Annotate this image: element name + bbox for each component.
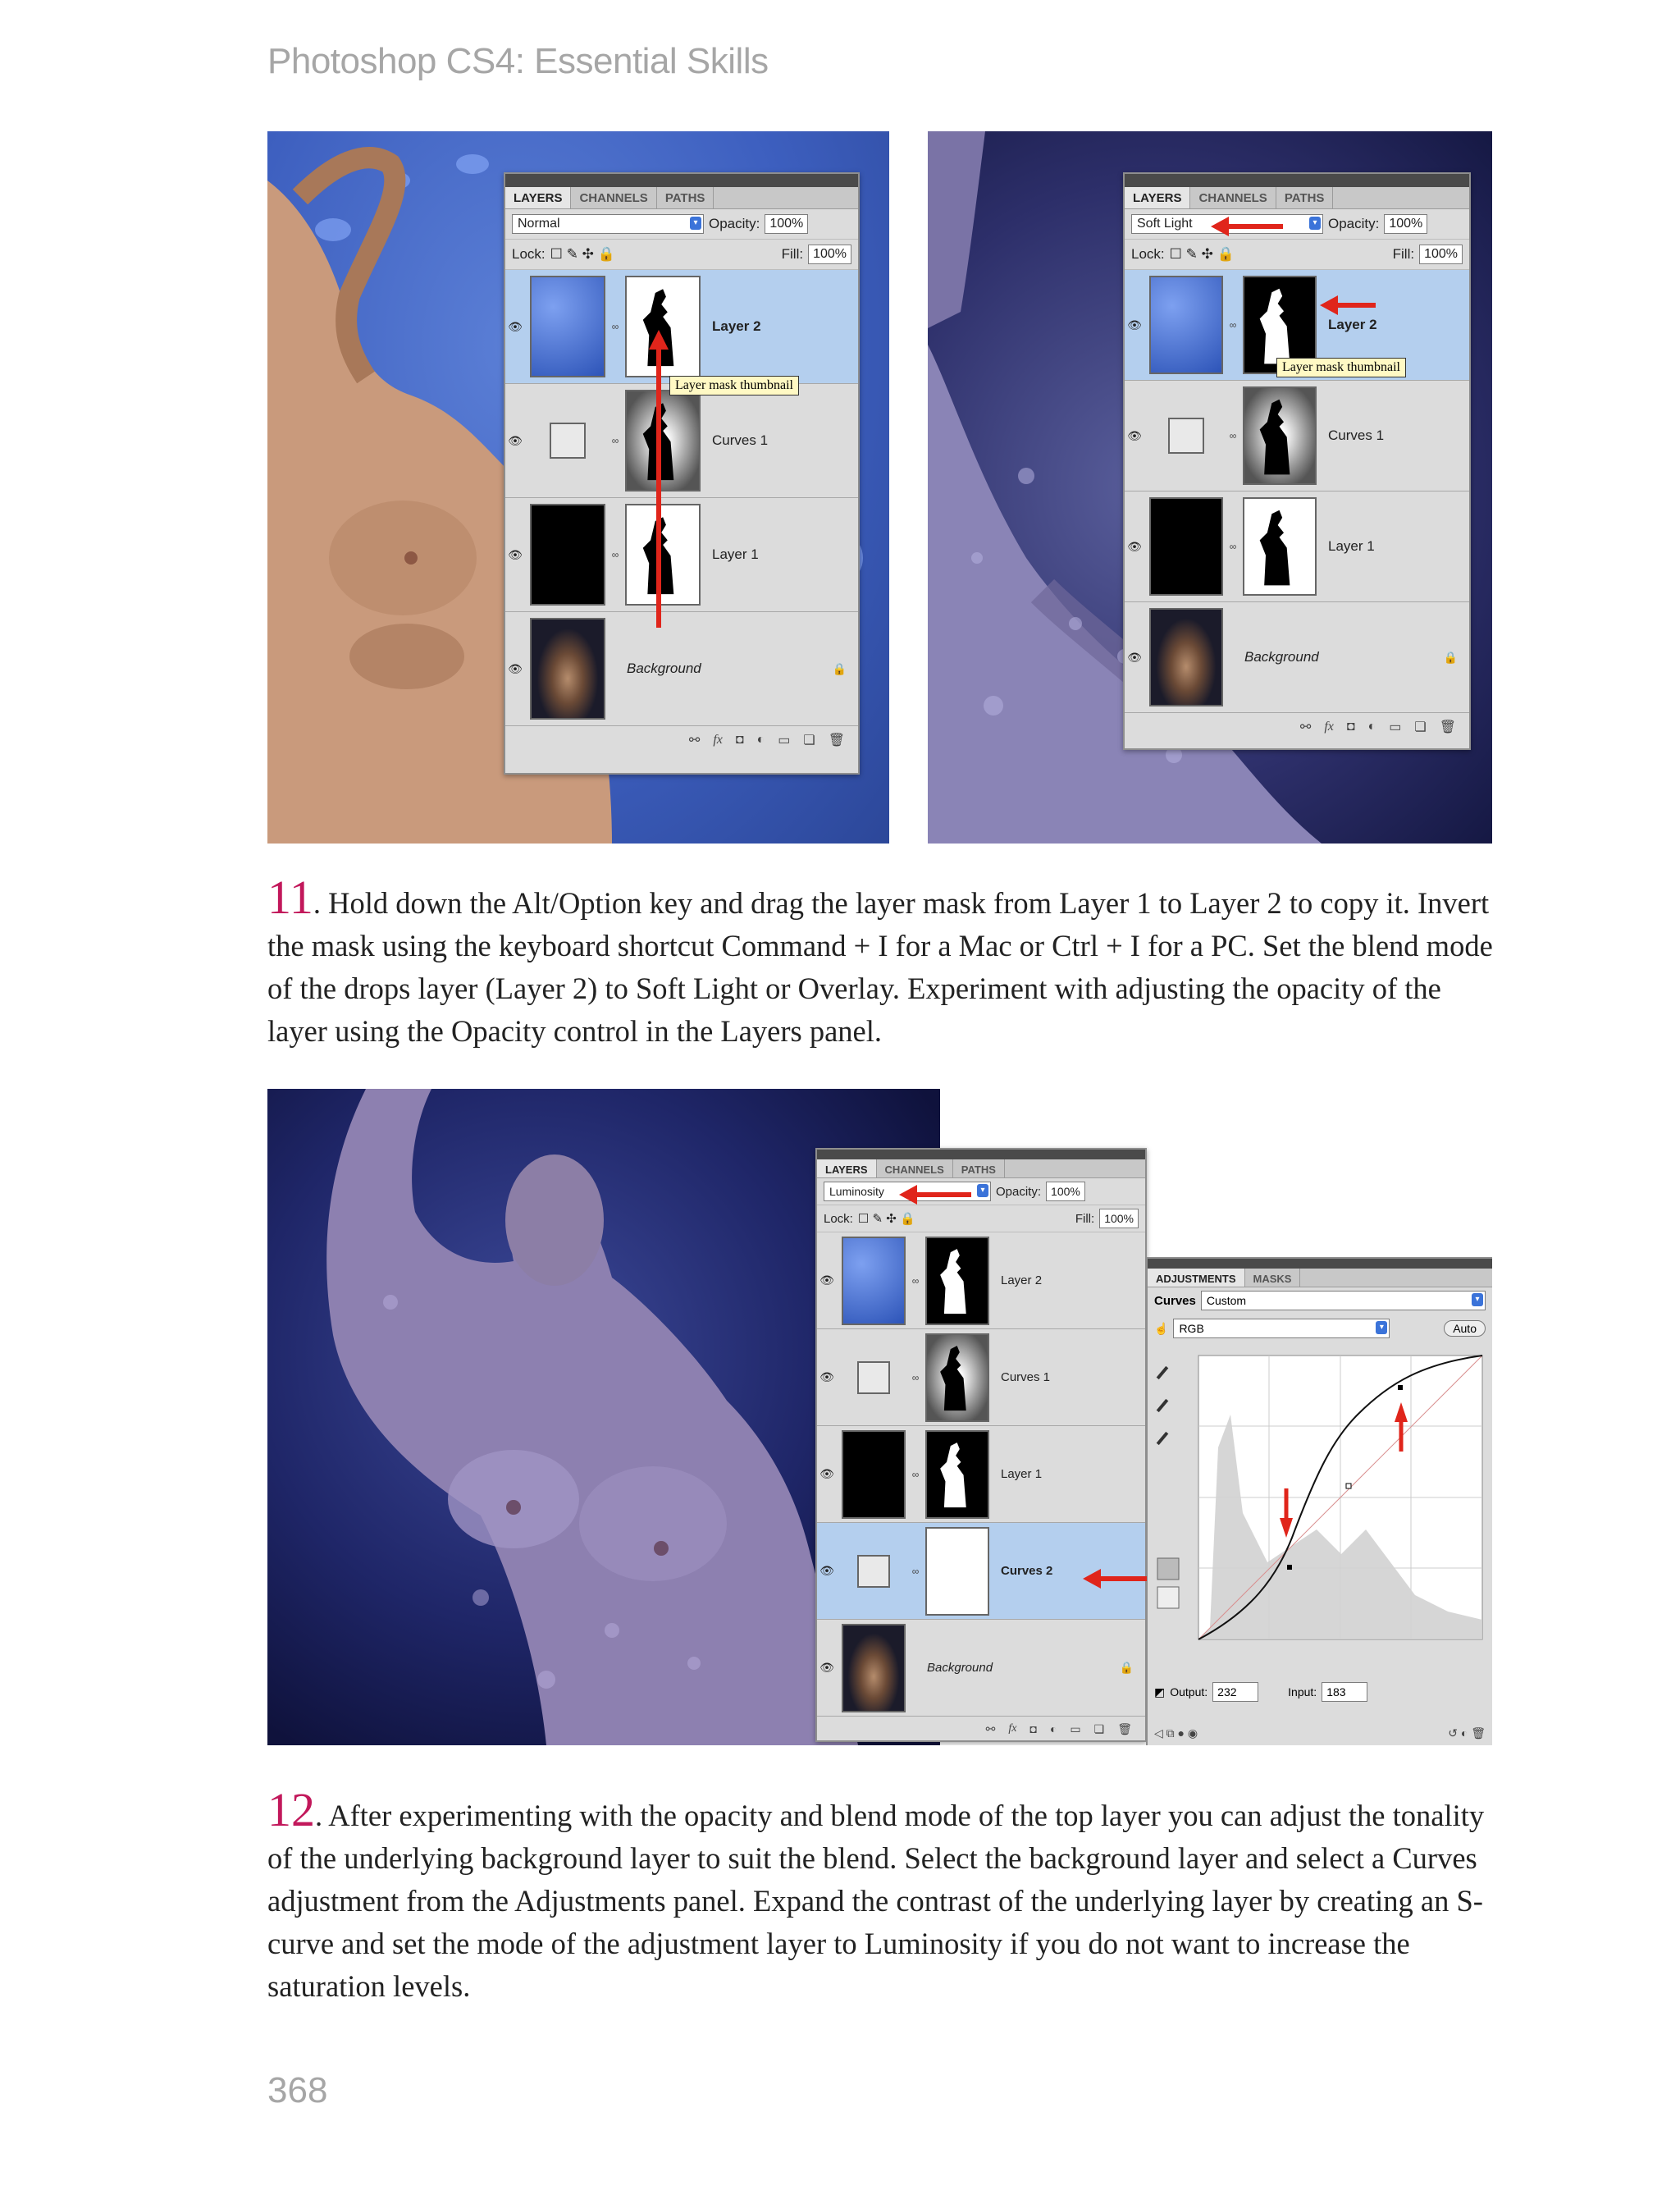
chain-link-icon[interactable]: ∞	[911, 1274, 920, 1287]
layers-panel	[1123, 172, 1471, 750]
blend-row	[817, 1178, 1145, 1205]
panel-title-bar	[817, 1150, 1145, 1159]
adjustments-panel	[1146, 1257, 1492, 1745]
new-layer-icon[interactable]: ❏	[1414, 720, 1427, 734]
new-layer-icon[interactable]: ❏	[1093, 1721, 1105, 1735]
red-arrow-icon	[646, 328, 671, 632]
lock-icons[interactable]: ☐ ✎ ✣ 🔒	[550, 246, 615, 262]
panel-tabs	[817, 1159, 1145, 1178]
man-silhouette-icon	[1257, 509, 1302, 587]
step-text: . Hold down the Alt/Option key and drag the layer mask from Layer 1 to Layer 2 to copy it. Invert the mask using the keyboard shortcut Command + I for a Mac or Ctrl + I for a PC. Set the blend mode of the drops layer (Layer 2) to Soft Light or Overlay. Experiment with adjusting the opacity of the layer using the Opacity control in the Layers panel.	[267, 886, 1493, 1048]
blend-mode-value: Soft Light	[1137, 217, 1193, 231]
layer-name: Background	[627, 661, 701, 676]
panel-title-bar	[1125, 174, 1469, 187]
opacity-field[interactable]: 100%	[1046, 1182, 1085, 1201]
curves-preset-row	[1148, 1287, 1492, 1314]
adjustment-icon[interactable]: ◐	[756, 733, 765, 747]
tab-paths[interactable]: PATHS	[1276, 187, 1334, 208]
layer-row[interactable]	[817, 1232, 1145, 1329]
panel-footer	[505, 726, 858, 754]
output-field[interactable]: 232	[1212, 1682, 1258, 1702]
red-arrow-icon	[1320, 295, 1377, 315]
add-mask-icon[interactable]: ◘	[735, 733, 744, 747]
step-number: 12	[267, 1783, 315, 1836]
pencil-tool-icon[interactable]	[1157, 1587, 1179, 1608]
panel-title-bar	[1148, 1259, 1492, 1269]
tab-paths[interactable]: PATHS	[657, 187, 714, 208]
panel-tabs	[1148, 1269, 1492, 1287]
chain-link-icon[interactable]: ∞	[611, 321, 619, 332]
dropdown-icon: ▾	[690, 217, 701, 230]
dropdown-icon: ▾	[977, 1184, 988, 1197]
chain-link-icon[interactable]: ∞	[911, 1468, 920, 1480]
auto-button[interactable]: Auto	[1444, 1320, 1486, 1337]
blend-row	[1125, 209, 1469, 240]
lock-row	[505, 240, 858, 270]
fill-field[interactable]: 100%	[1099, 1209, 1139, 1228]
layer-thumbnail	[1149, 608, 1223, 706]
return-icon[interactable]: ◁ ⧉ ● ◉	[1154, 1726, 1198, 1740]
adjustment-icon[interactable]: ◐	[1367, 720, 1376, 734]
curves-adjustment-icon	[857, 1555, 890, 1588]
layer-thumbnail	[1149, 276, 1223, 374]
layer-thumbnail	[530, 618, 605, 720]
step-number: 11	[267, 871, 313, 924]
red-arrow-icon	[899, 1185, 973, 1205]
layer-name: Curves 1	[712, 432, 769, 448]
red-arrow-icon	[1083, 1569, 1148, 1589]
layer-name: Curves 1	[1328, 427, 1385, 443]
channel-select[interactable]	[1173, 1319, 1390, 1338]
eye-icon[interactable]: 👁	[508, 433, 523, 447]
eye-icon[interactable]: 👁	[508, 547, 523, 561]
add-mask-icon[interactable]: ◘	[1346, 720, 1355, 734]
blend-mode-value: Normal	[518, 217, 560, 231]
eye-icon[interactable]: 👁	[819, 1370, 834, 1383]
layer-name: Layer 1	[1328, 538, 1375, 554]
man-silhouette-icon	[1257, 287, 1302, 365]
fill-field[interactable]: 100%	[1419, 245, 1463, 264]
tab-channels[interactable]: CHANNELS	[1190, 187, 1276, 208]
curves-adjustment-icon	[550, 423, 586, 459]
chain-link-icon[interactable]: ∞	[611, 435, 619, 446]
adjustment-icon[interactable]: ◐	[1049, 1722, 1057, 1735]
layer-name: Layer 2	[1328, 317, 1377, 332]
folder-icon[interactable]: ▭	[1389, 720, 1402, 734]
fx-icon[interactable]: fx	[1008, 1722, 1017, 1735]
layer-mask-thumbnail[interactable]	[925, 1333, 989, 1422]
layer-mask-thumbnail[interactable]	[925, 1237, 989, 1325]
add-mask-icon[interactable]: ◘	[1029, 1722, 1037, 1735]
tab-masks[interactable]: MASKS	[1245, 1269, 1301, 1287]
man-silhouette-icon	[938, 1440, 976, 1510]
curve-display-icon[interactable]: ◩	[1154, 1685, 1166, 1699]
lock-icon: 🔒	[1443, 650, 1458, 664]
layer-thumbnail	[530, 504, 605, 606]
fill-label: Fill:	[1075, 1211, 1095, 1226]
tab-paths[interactable]: PATHS	[953, 1159, 1005, 1177]
step-12-paragraph	[267, 1783, 1498, 2008]
eye-icon[interactable]: 👁	[508, 661, 523, 675]
channel-value: RGB	[1179, 1322, 1204, 1335]
chain-link-icon[interactable]: ∞	[611, 549, 619, 560]
curves-adjustment-icon	[1168, 418, 1204, 454]
opacity-label: Opacity:	[1328, 216, 1380, 231]
layer-thumbnail	[842, 1624, 906, 1712]
eye-icon[interactable]: 👁	[1127, 428, 1142, 442]
panel-footer	[817, 1717, 1145, 1741]
panel-title-bar	[505, 174, 858, 187]
layer-thumbnail	[842, 1237, 906, 1325]
adjustment-type-label: Curves	[1154, 1293, 1196, 1308]
tab-layers[interactable]: LAYERS	[817, 1159, 877, 1177]
panel-footer	[1125, 713, 1469, 741]
chain-link-icon[interactable]: ∞	[1229, 541, 1237, 552]
layer-mask-thumbnail[interactable]	[925, 1527, 989, 1616]
opacity-field[interactable]: 100%	[1384, 214, 1427, 234]
eye-icon[interactable]: 👁	[819, 1273, 834, 1287]
figure-3-screenshot	[267, 1089, 1492, 1745]
tab-layers[interactable]: LAYERS	[505, 187, 571, 208]
page-number: 368	[267, 2070, 328, 2110]
fx-icon[interactable]: fx	[713, 733, 723, 747]
eye-icon[interactable]: 👁	[819, 1564, 834, 1577]
curves-graph	[1153, 1349, 1489, 1710]
chain-link-icon[interactable]: ∞	[911, 1565, 920, 1577]
preset-select[interactable]	[1201, 1291, 1486, 1310]
trash-icon[interactable]: 🗑	[1117, 1721, 1132, 1735]
layer-name: Background	[927, 1661, 993, 1675]
layer-name: Background	[1244, 649, 1319, 665]
layer-row[interactable]	[1125, 491, 1469, 602]
layer-mask-thumbnail[interactable]	[1243, 386, 1317, 485]
blend-mode-value: Luminosity	[829, 1185, 884, 1198]
blend-row	[505, 209, 858, 240]
fill-field[interactable]: 100%	[808, 245, 851, 264]
layer-row[interactable]	[505, 612, 858, 726]
figure-2-screenshot	[928, 131, 1492, 844]
layer-name: Layer 1	[712, 546, 759, 562]
layer-row[interactable]	[817, 1620, 1145, 1717]
reset-icon[interactable]: ↺ ◐ 🗑	[1448, 1726, 1486, 1740]
layer-row[interactable]	[817, 1426, 1145, 1523]
link-layers-icon[interactable]: ⚯	[1299, 720, 1312, 734]
running-head: Photoshop CS4: Essential Skills	[267, 41, 769, 81]
folder-icon[interactable]: ▭	[778, 734, 791, 748]
man-silhouette-icon	[938, 1343, 976, 1413]
tooltip: Layer mask thumbnail	[669, 376, 799, 395]
chain-link-icon[interactable]: ∞	[1229, 430, 1237, 441]
lock-label: Lock:	[1131, 246, 1165, 262]
dropdown-icon: ▾	[1472, 1293, 1483, 1306]
eye-icon[interactable]: 👁	[819, 1467, 834, 1480]
new-layer-icon[interactable]: ❏	[803, 734, 815, 748]
man-silhouette-icon	[1257, 398, 1302, 476]
layer-row[interactable]	[1125, 381, 1469, 491]
channel-row	[1148, 1314, 1492, 1343]
fill-label: Fill:	[1392, 246, 1415, 262]
dropdown-icon: ▾	[1309, 217, 1321, 230]
link-layers-icon[interactable]: ⚯	[688, 734, 701, 748]
blend-mode-select[interactable]	[512, 214, 704, 234]
fx-icon[interactable]: fx	[1324, 720, 1334, 734]
step-11-paragraph	[267, 871, 1498, 1053]
tab-adjustments[interactable]: ADJUSTMENTS	[1148, 1269, 1245, 1287]
red-arrow-icon	[1211, 217, 1285, 236]
lock-icon: 🔒	[1119, 1661, 1134, 1674]
tab-channels[interactable]: CHANNELS	[877, 1159, 953, 1177]
trash-icon[interactable]: 🗑	[1439, 720, 1456, 734]
lock-row	[1125, 240, 1469, 270]
layer-thumbnail	[1149, 497, 1223, 596]
adjustments-footer	[1148, 1721, 1492, 1745]
output-label: Output:	[1170, 1685, 1208, 1699]
lock-icon: 🔒	[832, 661, 847, 675]
chain-link-icon[interactable]: ∞	[1229, 319, 1237, 331]
curves-adjustment-icon	[857, 1361, 890, 1394]
layers-panel	[504, 172, 860, 775]
eye-icon[interactable]: 👁	[1127, 539, 1142, 553]
layer-row[interactable]	[505, 270, 858, 384]
layer-name: Curves 1	[1001, 1370, 1051, 1384]
layer-row[interactable]	[505, 384, 858, 498]
eye-icon[interactable]: 👁	[819, 1661, 834, 1674]
dropdown-icon: ▾	[1376, 1321, 1387, 1334]
layer-thumbnail	[530, 276, 605, 377]
layer-mask-thumbnail[interactable]	[925, 1430, 989, 1519]
layer-name: Curves 2	[1001, 1564, 1053, 1578]
preset-value: Custom	[1206, 1294, 1247, 1307]
eyedropper-icons[interactable]	[1157, 1366, 1169, 1445]
curve-tool-icon[interactable]	[1157, 1558, 1179, 1580]
tooltip: Layer mask thumbnail	[1276, 358, 1406, 377]
on-image-tool-icon[interactable]: ☝	[1154, 1321, 1169, 1335]
layer-name: Layer 1	[1001, 1467, 1043, 1481]
lock-label: Lock:	[512, 246, 546, 262]
eye-icon[interactable]: 👁	[508, 319, 523, 333]
man-silhouette-icon	[938, 1246, 976, 1316]
lock-row	[817, 1205, 1145, 1232]
layer-name: Layer 2	[712, 318, 761, 334]
lock-label: Lock:	[824, 1211, 853, 1226]
chain-link-icon[interactable]: ∞	[911, 1371, 920, 1383]
fill-label: Fill:	[781, 246, 804, 262]
layer-thumbnail	[842, 1430, 906, 1519]
panel-tabs	[505, 187, 858, 209]
link-layers-icon[interactable]: ⚯	[985, 1721, 996, 1735]
layer-name: Layer 2	[1001, 1273, 1043, 1287]
layers-panel	[815, 1148, 1147, 1742]
output-input-row	[1148, 1677, 1492, 1707]
folder-icon[interactable]: ▭	[1070, 1721, 1081, 1735]
figure-1-screenshot	[267, 131, 889, 844]
layer-row[interactable]	[817, 1329, 1145, 1426]
eye-icon[interactable]: 👁	[1127, 318, 1142, 331]
step-text: . After experimenting with the opacity and blend mode of the top layer you can adjust the tonality of the underlying background layer to suit the blend. Select the background layer and select a Curves adjustment from the Adjustments panel. Expand the contrast of the underlying layer by creating an S-curve and set the mode of the adjustment layer to Luminosity if you do not want to increase the saturation levels.	[267, 1799, 1485, 2003]
tab-layers[interactable]: LAYERS	[1125, 187, 1190, 208]
input-field[interactable]: 183	[1322, 1682, 1367, 1702]
opacity-field[interactable]: 100%	[765, 214, 808, 234]
panel-tabs	[1125, 187, 1469, 209]
layer-mask-thumbnail[interactable]	[1243, 497, 1317, 596]
lock-icons[interactable]: ☐ ✎ ✣ 🔒	[857, 1212, 915, 1226]
tab-channels[interactable]: CHANNELS	[571, 187, 656, 208]
opacity-label: Opacity:	[709, 216, 760, 231]
layer-row[interactable]	[505, 498, 858, 612]
layer-row[interactable]	[1125, 602, 1469, 713]
input-label: Input:	[1288, 1685, 1317, 1699]
lock-icons[interactable]: ☐ ✎ ✣ 🔒	[1169, 246, 1235, 262]
eye-icon[interactable]: 👁	[1127, 650, 1142, 664]
trash-icon[interactable]: 🗑	[828, 734, 845, 748]
opacity-label: Opacity:	[996, 1184, 1042, 1199]
